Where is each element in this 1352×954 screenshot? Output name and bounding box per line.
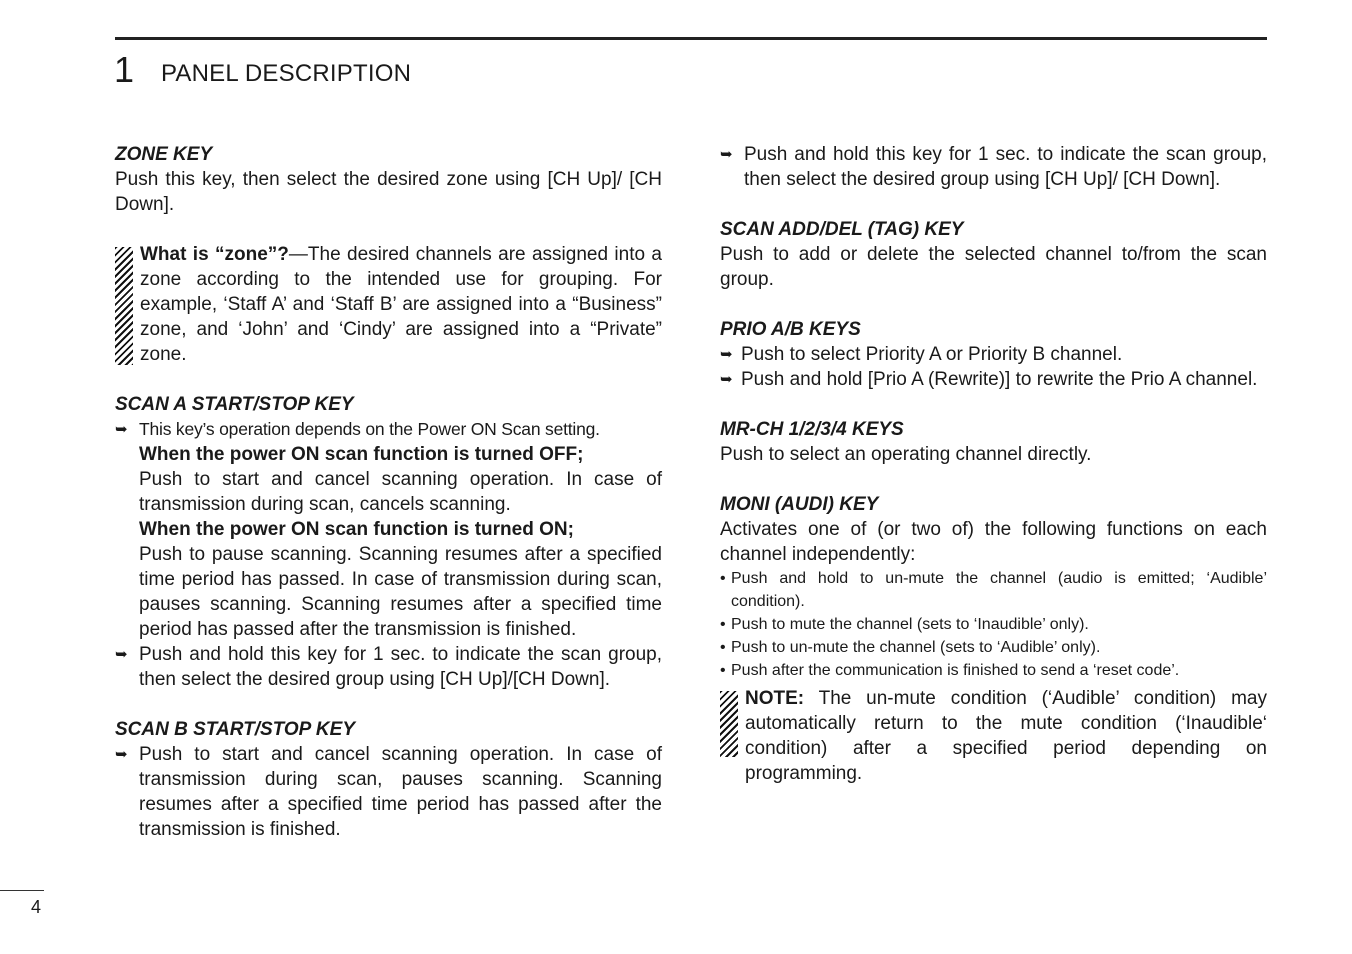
arrow-icon: ➥: [115, 421, 128, 438]
moni-bullet-3: [720, 636, 1267, 659]
scan-add-heading: SCAN ADD/DEL (TAG) KEY: [720, 219, 964, 240]
prio-item-1-text: Push to select Priority A or Priority B channel.: [741, 344, 1123, 365]
note-hatch-icon: [720, 691, 738, 757]
header-rule: [115, 37, 1267, 40]
scan-a-heading: SCAN A START/STOP KEY: [115, 394, 354, 415]
arrow-icon: ➥: [115, 746, 128, 763]
moni-text: Activates one of (or two of) the following functions on each channel independently:: [720, 519, 1267, 565]
page-number: 4: [31, 897, 42, 917]
scan-a-item-2: [115, 642, 662, 692]
zone-note: [115, 242, 662, 367]
moni-bullet-2-text: Push to mute the channel (sets to ‘Inaudible’ only).: [731, 616, 1089, 633]
chapter-title: PANEL DESCRIPTION: [161, 60, 412, 87]
scan-b-item-2-text: Push and hold this key for 1 sec. to indicate the scan group, then select the desired group using [CH Up]/ [CH Down].: [744, 144, 1267, 190]
bullet-icon: •: [720, 570, 726, 587]
prio-item-2: [720, 367, 1267, 392]
scan-a-off-label: When the power ON scan function is turned OFF;: [139, 444, 584, 465]
arrow-icon: ➥: [720, 146, 733, 163]
scan-a-item-1: [115, 417, 662, 442]
arrow-icon: ➥: [115, 646, 128, 663]
bullet-icon: •: [720, 662, 726, 679]
prio-heading: PRIO A/B KEYS: [720, 319, 861, 340]
chapter-number: 1: [114, 49, 135, 90]
left-column: [115, 142, 662, 842]
mrch-text: Push to select an operating channel directly.: [720, 444, 1092, 465]
zone-key-text: Push this key, then select the desired zone using [CH Up]/ [CH Down].: [115, 169, 662, 215]
scan-a-on-label: When the power ON scan function is turned ON;: [139, 519, 574, 540]
zone-note-label: What is “zone”?: [140, 244, 289, 265]
prio-item-2-text: Push and hold [Prio A (Rewrite)] to rewrite the Prio A channel.: [741, 369, 1258, 390]
zone-note-text: —The desired channels are assigned into a zone according to the intended use for grouping. For example, ‘Staff A’ and ‘Staff B’ are assigned into a “Business” zone, and ‘John’ and ‘Cindy’ are assigned into a “Private” zone.: [140, 244, 662, 365]
arrow-icon: ➥: [720, 371, 733, 388]
arrow-icon: ➥: [720, 346, 733, 363]
mrch-heading: MR-CH 1/2/3/4 KEYS: [720, 419, 904, 440]
moni-note-text: The un-mute condition (‘Audible’ condition) may automatically return to the mute condition (‘Inaudible‘ condition) after a specified period depending on programming.: [745, 688, 1267, 784]
scan-b-item-2: [720, 142, 1267, 192]
scan-a-item-1-text: This key’s operation depends on the Power ON Scan setting.: [139, 419, 600, 439]
bullet-icon: •: [720, 616, 726, 633]
scan-b-heading: SCAN B START/STOP KEY: [115, 719, 355, 740]
scan-b-item-1: [115, 742, 662, 842]
moni-bullet-1: [720, 567, 1267, 613]
scan-b-item-1-text: Push to start and cancel scanning operation. In case of transmission during scan, pauses scanning. Scanning resumes after a specified time period has passed after the transmission is finished.: [139, 744, 662, 840]
moni-note: [720, 686, 1267, 786]
prio-item-1: [720, 342, 1267, 367]
moni-bullet-1-text: Push and hold to un-mute the channel (audio is emitted; ‘Audible’ condition).: [731, 570, 1267, 610]
bullet-icon: •: [720, 639, 726, 656]
scan-a-item-2-text: Push and hold this key for 1 sec. to indicate the scan group, then select the desired group using [CH Up]/[CH Down].: [139, 644, 662, 690]
moni-heading: MONI (AUDI) KEY: [720, 494, 879, 515]
moni-bullet-3-text: Push to un-mute the channel (sets to ‘Audible’ only).: [731, 639, 1101, 656]
moni-note-label: NOTE:: [745, 688, 805, 709]
moni-bullet-4: [720, 659, 1267, 682]
note-hatch-icon: [115, 247, 133, 365]
moni-bullet-4-text: Push after the communication is finished to send a ‘reset code’.: [731, 662, 1180, 679]
right-column: [720, 142, 1267, 786]
moni-bullet-2: [720, 613, 1267, 636]
footer-rule: [0, 890, 44, 891]
scan-a-on-text: Push to pause scanning. Scanning resumes after a specified time period has passed. In case of transmission during scan, pauses scanning. Scanning resumes after a specified time period has passed after the transmission is finished.: [139, 544, 662, 640]
scan-add-text: Push to add or delete the selected channel to/from the scan group.: [720, 244, 1267, 290]
scan-a-off-text: Push to start and cancel scanning operation. In case of transmission during scan, cancels scanning.: [139, 469, 662, 515]
zone-key-heading: ZONE KEY: [115, 144, 213, 165]
